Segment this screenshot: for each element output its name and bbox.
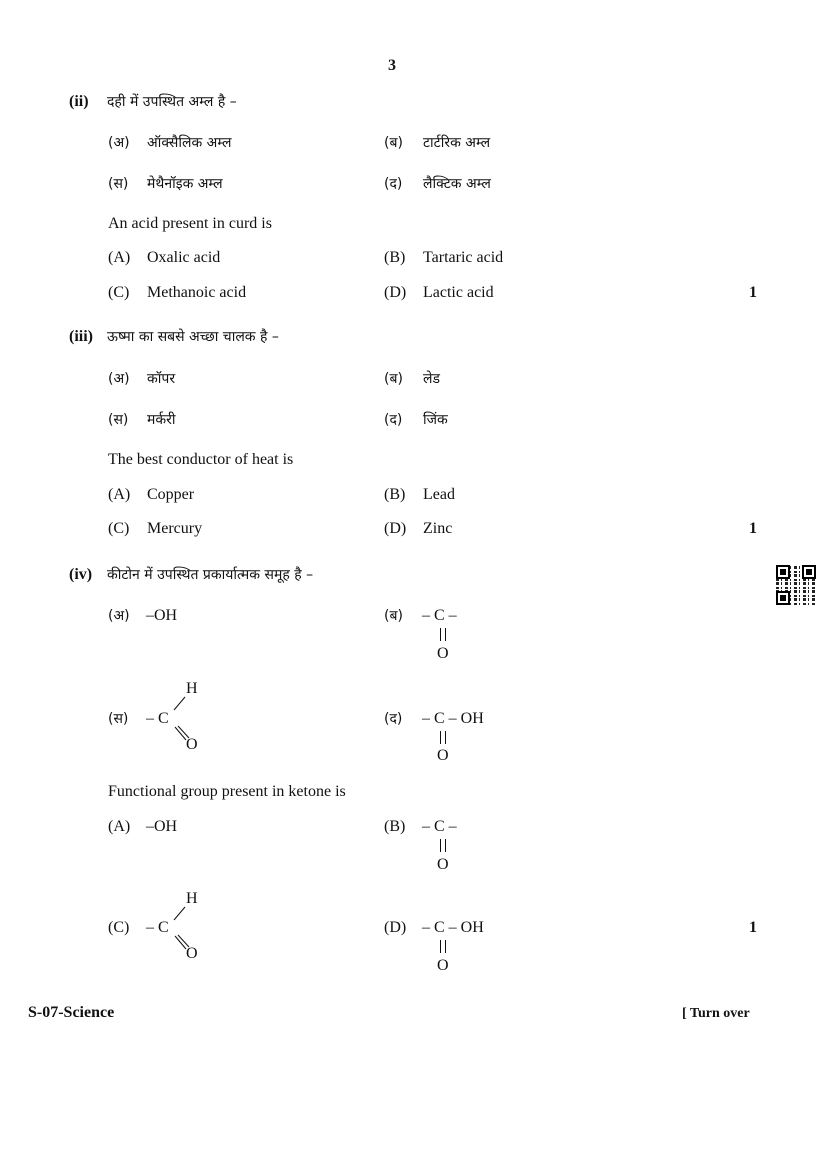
- option-label: (अ): [108, 135, 130, 151]
- option-label: (B): [384, 249, 406, 266]
- formula-ketone: – C –: [422, 818, 457, 835]
- turn-over-note: [ Turn over: [682, 1006, 750, 1021]
- option-text: ऑक्सैलिक अम्ल: [147, 135, 232, 151]
- question-number: (iii): [69, 328, 93, 345]
- formula-aldehyde: – C: [146, 710, 169, 727]
- formula-oxygen: O: [186, 736, 198, 753]
- option-label: (अ): [108, 608, 130, 624]
- option-text: Tartaric acid: [423, 249, 504, 266]
- single-bond: [172, 696, 188, 712]
- formula-acid: – C – OH: [422, 919, 484, 936]
- option-label: (द): [384, 412, 403, 428]
- option-label: (अ): [108, 371, 130, 387]
- option-label: (द): [384, 711, 403, 727]
- double-bond: [440, 628, 446, 641]
- formula-acid: – C – OH: [422, 710, 484, 727]
- option-label: (B): [384, 486, 406, 503]
- option-text: जिंक: [423, 412, 448, 428]
- option-text: Lactic acid: [423, 284, 494, 301]
- option-text: Lead: [423, 486, 455, 503]
- option-label: (A): [108, 249, 131, 266]
- question-number: (ii): [69, 93, 89, 110]
- option-text: लेड: [423, 371, 440, 387]
- option-label: (ब): [384, 371, 403, 387]
- page-number: 3: [388, 57, 396, 74]
- option-text: Methanoic acid: [147, 284, 247, 301]
- option-label: (D): [384, 284, 407, 301]
- question-text-hindi: कीटोन में उपस्थित प्रकार्यात्मक समूह है –: [107, 567, 314, 583]
- option-text: Mercury: [147, 520, 203, 537]
- option-text: कॉपर: [147, 371, 176, 387]
- option-text: Copper: [147, 486, 195, 503]
- option-label: (A): [108, 486, 131, 503]
- question-text-hindi: दही में उपस्थित अम्ल है –: [107, 94, 237, 110]
- option-label: (स): [108, 412, 129, 428]
- question-text-english: Functional group present in ketone is: [108, 783, 346, 800]
- option-label: (D): [384, 520, 407, 537]
- formula-ketone: – C –: [422, 607, 457, 624]
- option-label: (C): [108, 919, 130, 936]
- option-label: (D): [384, 919, 407, 936]
- option-text: मर्करी: [147, 412, 176, 428]
- formula-oxygen: O: [437, 856, 449, 873]
- option-label: (ब): [384, 135, 403, 151]
- formula-aldehyde: – C: [146, 919, 169, 936]
- formula-oxygen: O: [186, 945, 198, 962]
- option-text: Zinc: [423, 520, 453, 537]
- option-text: Oxalic acid: [147, 249, 221, 266]
- formula-oxygen: O: [437, 957, 449, 974]
- marks: 1: [749, 284, 757, 301]
- option-label: (B): [384, 818, 406, 835]
- marks: 1: [749, 520, 757, 537]
- option-label: (A): [108, 818, 131, 835]
- option-label: (ब): [384, 608, 403, 624]
- formula-hydrogen: H: [186, 890, 198, 907]
- question-number: (iv): [69, 566, 93, 583]
- qr-code: [776, 565, 816, 605]
- question-text-english: The best conductor of heat is: [108, 451, 294, 468]
- formula-hydroxyl: –OH: [146, 818, 178, 835]
- option-text: लैक्टिक अम्ल: [423, 176, 491, 192]
- option-label: (C): [108, 284, 130, 301]
- paper-code: S-07-Science: [28, 1004, 115, 1021]
- formula-oxygen: O: [437, 747, 449, 764]
- question-text-hindi: ऊष्मा का सबसे अच्छा चालक है –: [107, 329, 279, 345]
- double-bond: [440, 940, 446, 953]
- double-bond: [440, 731, 446, 744]
- question-text-english: An acid present in curd is: [108, 215, 272, 232]
- double-bond: [440, 839, 446, 852]
- single-bond: [172, 906, 188, 922]
- formula-hydroxyl: –OH: [146, 607, 178, 624]
- formula-hydrogen: H: [186, 680, 198, 697]
- option-label: (स): [108, 176, 129, 192]
- marks: 1: [749, 919, 757, 936]
- formula-oxygen: O: [437, 645, 449, 662]
- option-text: टार्टरिक अम्ल: [423, 135, 491, 151]
- option-label: (स): [108, 711, 129, 727]
- option-label: (द): [384, 176, 403, 192]
- option-label: (C): [108, 520, 130, 537]
- option-text: मेथैनॉइक अम्ल: [147, 176, 223, 192]
